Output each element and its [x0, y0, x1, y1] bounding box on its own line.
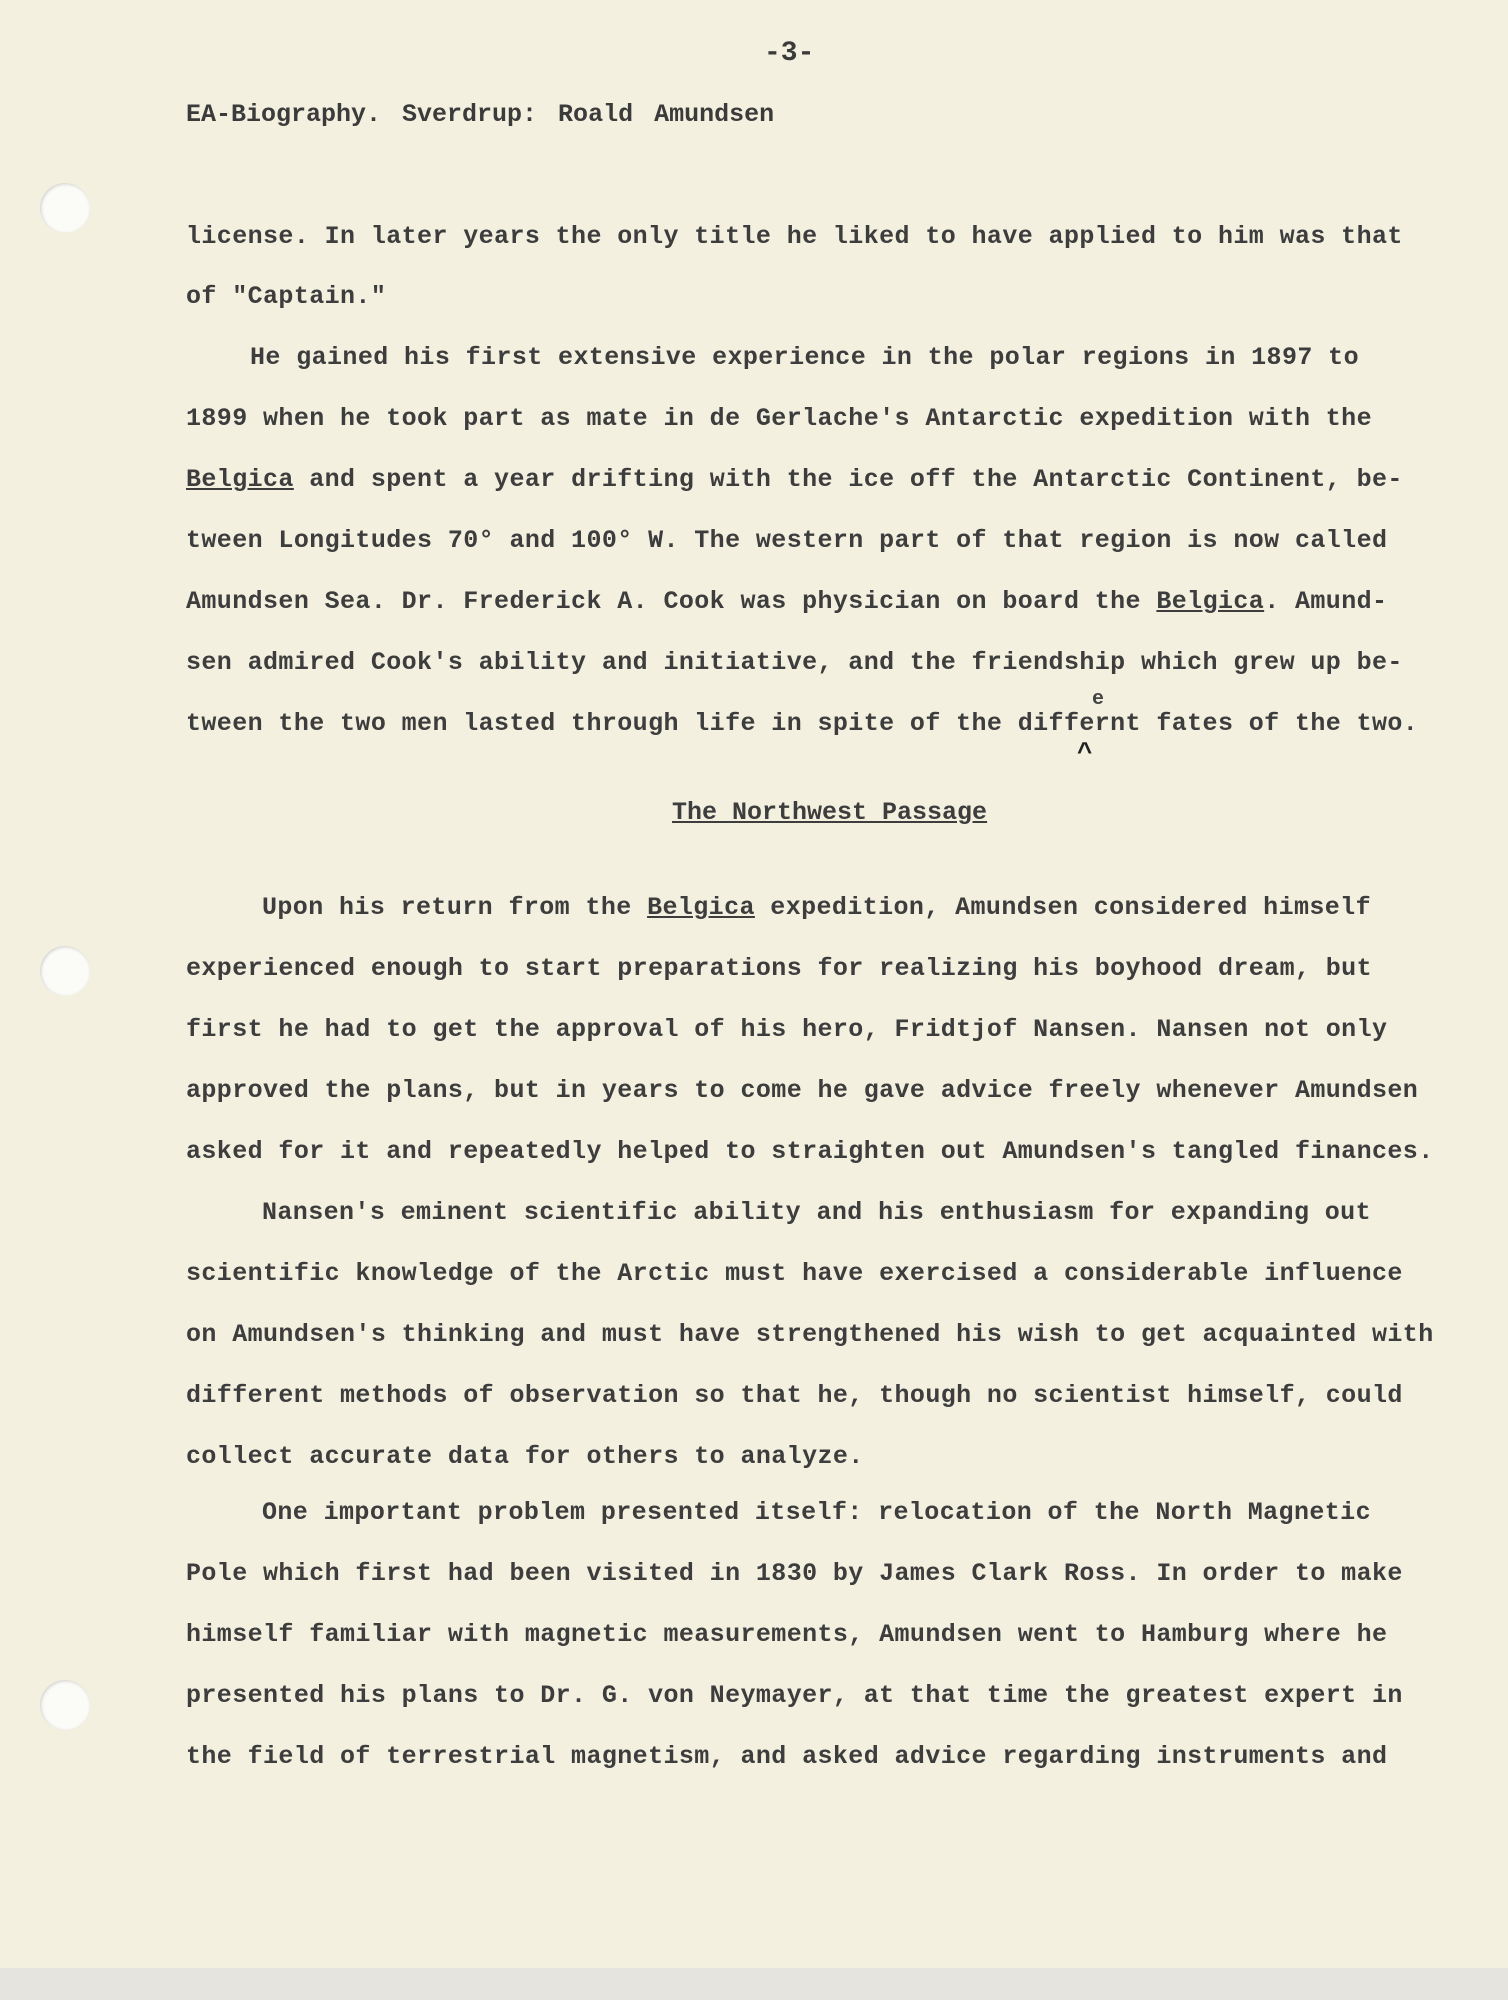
p3-line2: experienced enough to start preparations for realizing his boyhood dream, but — [186, 954, 1372, 983]
p2-line1: He gained his first extensive experience in the polar regions in 1897 to — [250, 343, 1359, 372]
p4-line5: collect accurate data for others to analyze. — [186, 1442, 864, 1471]
p2-line7: tween the two men lasted through life in spite of the differnt fates of the two. — [186, 709, 1419, 738]
handwritten-correction-letter: e — [1092, 688, 1105, 711]
p2-line5 — [186, 587, 1387, 616]
p3-line5: asked for it and repeatedly helped to straighten out Amundsen's tangled finances. — [186, 1137, 1434, 1166]
p2-line4: tween Longitudes 70° and 100° W. The western part of that region is now called — [186, 526, 1388, 555]
p4-line1: Nansen's eminent scientific ability and his enthusiasm for expanding out — [262, 1198, 1371, 1227]
p5-line1: One important problem presented itself: relocation of the North Magnetic — [262, 1498, 1371, 1527]
p3-line1-text-b: expedition, Amundsen considered himself — [754, 893, 1371, 922]
ship-name-belgica: Belgica — [647, 893, 755, 922]
punch-hole-middle — [40, 946, 90, 996]
p2-line6: sen admired Cook's ability and initiative, and the friendship which grew up be- — [186, 648, 1403, 677]
p2-line2: 1899 when he took part as mate in de Gerlache's Antarctic expedition with the — [186, 404, 1372, 433]
punch-hole-top — [40, 183, 90, 233]
p2-line5-text-a: Amundsen Sea. Dr. Frederick A. Cook was physician on board the — [186, 587, 1157, 616]
scan-bottom-edge — [0, 1968, 1508, 2000]
p3-line3: first he had to get the approval of his hero, Fridtjof Nansen. Nansen not only — [186, 1015, 1388, 1044]
p3-line1-text-a: Upon his return from the — [262, 893, 648, 922]
p1-line2: of "Captain." — [186, 282, 387, 311]
p1-line1: license. In later years the only title he liked to have applied to him was that — [186, 222, 1403, 251]
p3-line4: approved the plans, but in years to come he gave advice freely whenever Amundsen — [186, 1076, 1419, 1105]
running-header: EA-Biography. Sverdrup: Roald Amundsen — [186, 100, 775, 129]
ship-name-belgica: Belgica — [1156, 587, 1265, 616]
p4-line3: on Amundsen's thinking and must have strengthened his wish to get acquainted with — [186, 1320, 1434, 1349]
p5-line2: Pole which first had been visited in 1830 by James Clark Ross. In order to make — [186, 1559, 1403, 1588]
ship-name-belgica: Belgica — [186, 465, 294, 494]
p4-line4: different methods of observation so that he, though no scientist himself, could — [186, 1381, 1403, 1410]
p5-line4: presented his plans to Dr. G. von Neymayer, at that time the greatest expert in — [186, 1681, 1403, 1710]
p2-line3 — [186, 465, 1403, 494]
punch-hole-bottom — [40, 1680, 90, 1730]
p4-line2: scientific knowledge of the Arctic must have exercised a considerable influence — [186, 1259, 1403, 1288]
section-heading: The Northwest Passage — [672, 798, 988, 827]
p5-line5: the field of terrestrial magnetism, and asked advice regarding instruments and — [186, 1742, 1388, 1771]
insertion-caret-mark: ^ — [1077, 738, 1093, 768]
p2-line5-text-b: . Amund- — [1264, 587, 1388, 616]
p5-line3: himself familiar with magnetic measurements, Amundsen went to Hamburg where he — [186, 1620, 1388, 1649]
page-number: -3- — [764, 38, 815, 69]
p3-line1 — [262, 893, 1371, 922]
p2-line3-text: and spent a year drifting with the ice off the Antarctic Continent, be- — [293, 465, 1403, 494]
